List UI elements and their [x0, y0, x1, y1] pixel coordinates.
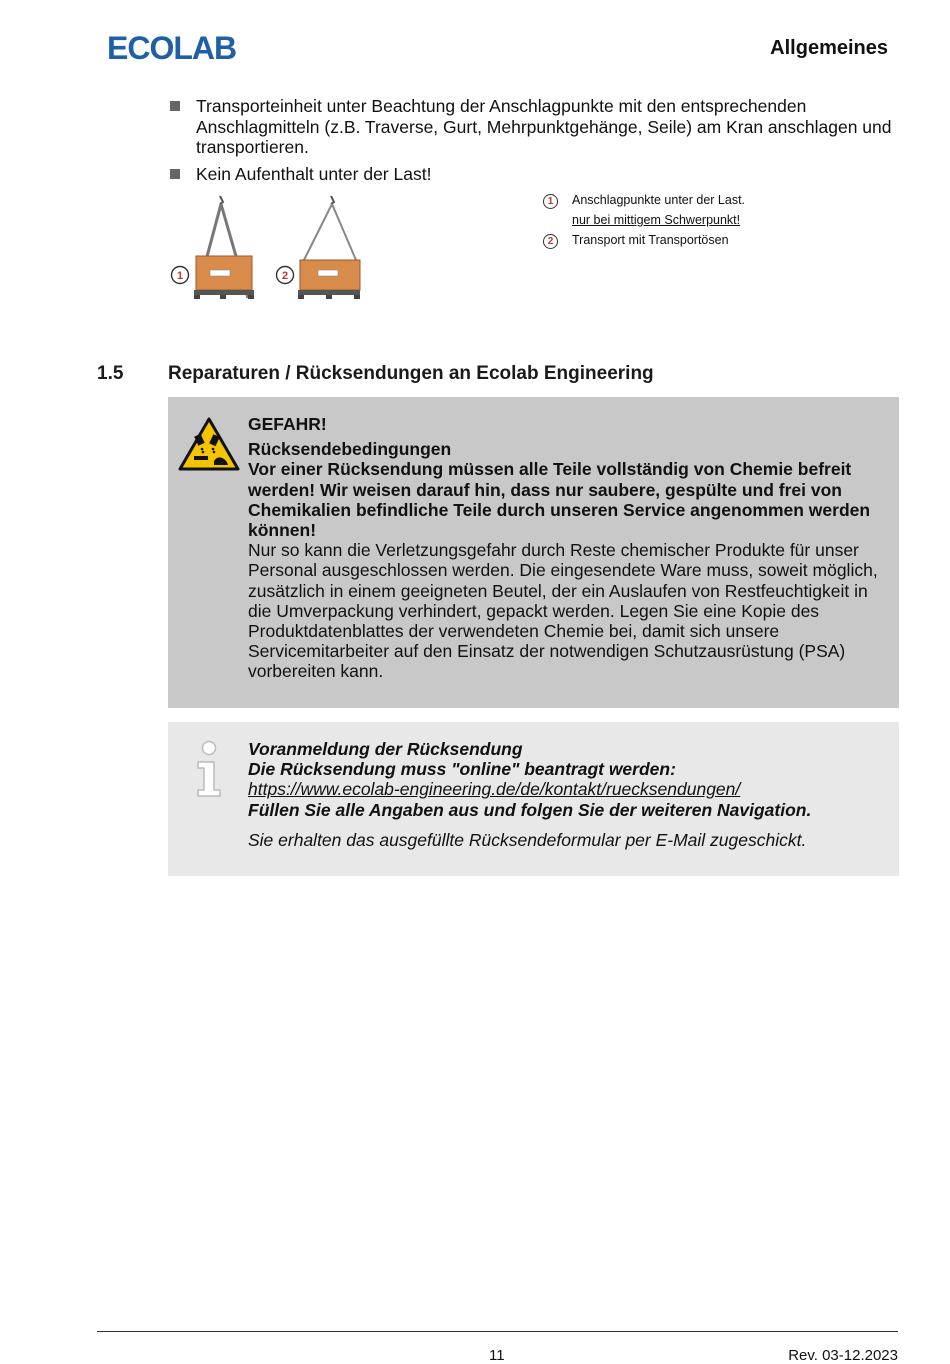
info-notice [168, 722, 899, 876]
ecolab-logo [107, 31, 257, 63]
info-icon [192, 740, 226, 800]
danger-label: GEFAHR! [248, 414, 327, 434]
legend-number-badge: 1 [543, 194, 558, 209]
danger-text [248, 414, 893, 682]
info-title: Voranmeldung der Rücksendung [248, 739, 523, 759]
legend-item-2: 2 Transport mit Transportösen [542, 232, 745, 252]
legend-note: nur bei mittigem Schwerpunkt! [572, 213, 741, 227]
bullet-square-icon [170, 101, 180, 111]
info-line-2: Füllen Sie alle Angaben aus und folgen Sie der weiteren Navigation. [248, 799, 812, 820]
danger-heading: Rücksendebedingungen [248, 439, 452, 460]
marker-1 [172, 267, 189, 284]
figure-legend [542, 192, 745, 252]
svg-text:ECOLAB: ECOLAB [107, 31, 237, 63]
bullet-list [168, 96, 898, 190]
returns-link[interactable]: https://www.ecolab-engineering.de/de/kontakt/ruecksendungen/ [248, 779, 741, 800]
danger-body: Nur so kann die Verletzungsgefahr durch Reste chemischer Produkte für unser Personal ausgeschlossen werden. Die eingesendete Ware muss, soweit möglich, zusätzlich in einem geeigneten Beutel, der ein Auslaufen von Restfeuchtigkeit in die Umverpackung verhindert, gepackt werden. Legen Sie eine Kopie des Produktdatenblattes der verwendeten Chemie bei, damit sich unsere Servicemitarbeiter auf den Einsatz der notwendigen Schutzausrüstung (PSA) vorbereiten kann. [248, 540, 878, 682]
section-number: 1.5 [97, 363, 124, 384]
list-item: Transporteinheit unter Beachtung der Anschlagpunkte mit den entsprechenden Anschlagmitteln (z.B. Traverse, Gurt, Mehrpunktgehänge, Seile) am Kran anschlagen und transportieren. [168, 96, 898, 158]
illustration-slings-under-load [194, 196, 254, 299]
illustration-transport-eyes [298, 196, 360, 299]
corrosive-warning-icon [178, 417, 240, 471]
legend-item-1: 1 Anschlagpunkte unter der Last. [542, 192, 745, 212]
page-number: 11 [489, 1347, 505, 1364]
svg-text:2: 2 [281, 270, 289, 282]
bullet-square-icon [170, 169, 180, 179]
svg-text:1: 1 [176, 270, 184, 282]
transport-figure [168, 190, 368, 302]
footer-divider [97, 1331, 898, 1332]
danger-bold-text: Vor einer Rücksendung müssen alle Teile vollständig von Chemie befreit werden! Wir weisen darauf hin, dass nur saubere, gespülte und frei von Chemikalien befindliche Teile durch unseren Service angenommen werden können! [248, 459, 871, 541]
revision-label: Rev. 03-12.2023 [788, 1347, 898, 1364]
info-note: Sie erhalten das ausgefüllte Rücksendeformular per E-Mail zugeschickt. [248, 829, 807, 850]
legend-number-badge: 2 [543, 234, 558, 249]
info-text [248, 739, 893, 850]
info-line-1: Die Rücksendung muss "online" beantragt werden: [248, 759, 676, 780]
page-header-title: Allgemeines [770, 37, 888, 59]
section-title: Reparaturen / Rücksendungen an Ecolab Engineering [168, 363, 654, 384]
list-item: Kein Aufenthalt unter der Last! [168, 164, 898, 185]
marker-2 [277, 267, 294, 284]
danger-notice [168, 397, 899, 708]
